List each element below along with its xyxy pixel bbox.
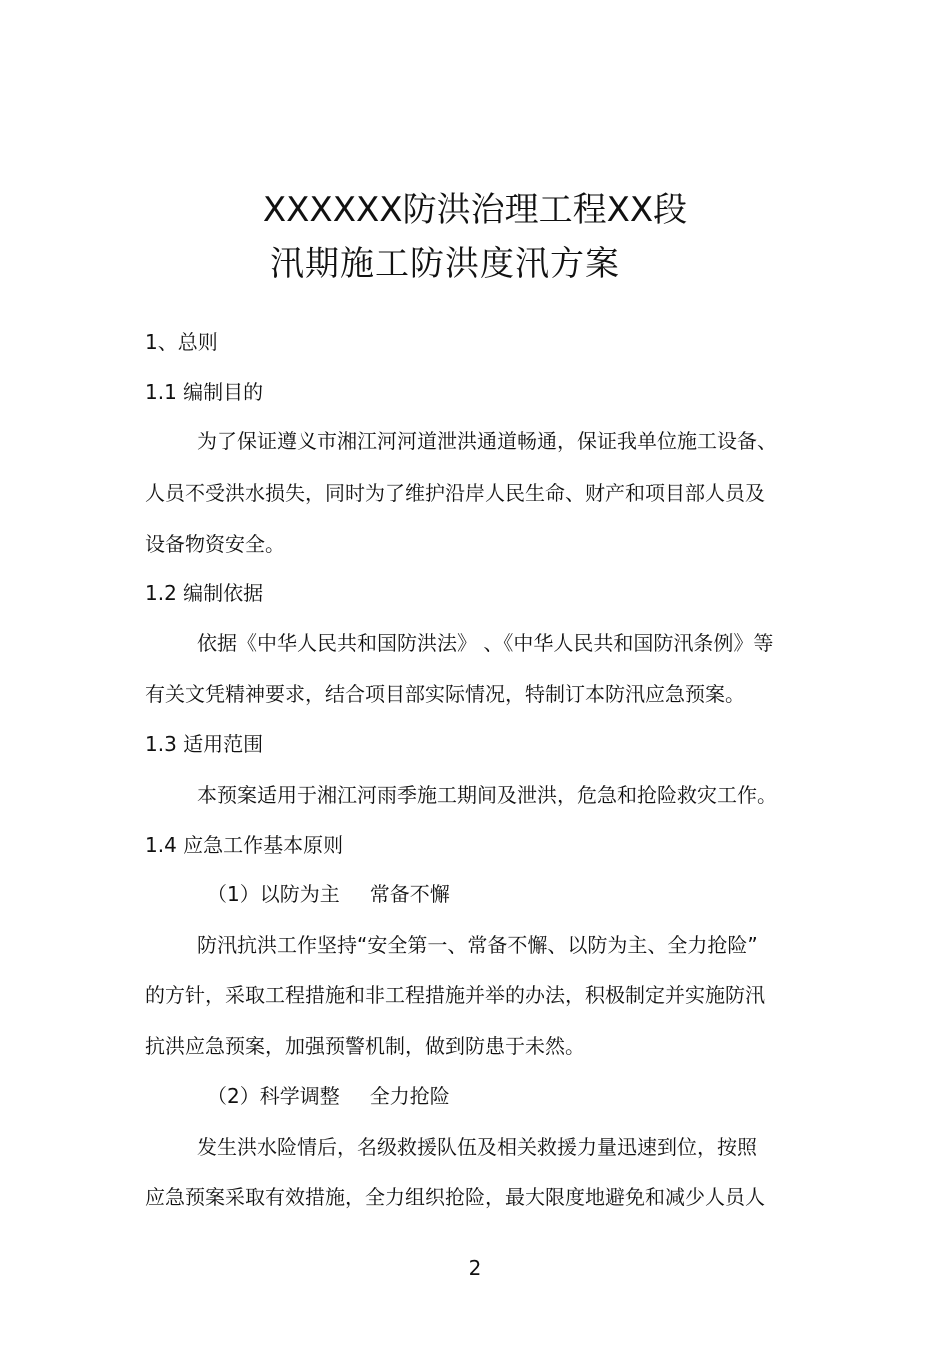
principle-heading <box>207 1081 450 1111</box>
paragraph-line: 依据《中华人民共和国防洪法》 、《中华人民共和国防汛条例》等 <box>197 631 774 655</box>
subsection-heading: 1.1 编制目的 <box>145 380 264 404</box>
paragraph-line: 应急预案采取有效措施，全力组织抢险，最大限度地避免和减少人员人 <box>145 1185 765 1209</box>
principle-left-text: 科学调整 <box>259 1084 340 1108</box>
paragraph-line: 防汛抗洪工作坚持“安全第一、常备不懈、以防为主、全力抢险” <box>197 933 758 957</box>
subsection-heading: 1.4 应急工作基本原则 <box>145 833 344 857</box>
page-number: 2 <box>468 1256 482 1280</box>
principle-number: （2） <box>207 1084 260 1108</box>
principle-left-text: 以防为主 <box>259 882 340 906</box>
paragraph-line: 有关文凭精神要求，结合项目部实际情况，特制订本防汛应急预案。 <box>145 682 745 706</box>
principle-right-text: 全力抢险 <box>369 1084 450 1108</box>
section-heading: 1、总则 <box>145 330 218 354</box>
document-title-line-1: XXXXXX防洪治理工程XX段 <box>262 190 688 230</box>
principle-right-text: 常备不懈 <box>369 882 450 906</box>
principle-heading <box>207 879 450 909</box>
subsection-heading: 1.2 编制依据 <box>145 581 264 605</box>
paragraph-line: 人员不受洪水损失，同时为了维护沿岸人民生命、财产和项目部人员及 <box>145 481 765 505</box>
document-title-line-2: 汛期施工防洪度汛方案 <box>270 244 620 284</box>
paragraph-line: 发生洪水险情后，名级救援队伍及相关救援力量迅速到位，按照 <box>197 1135 757 1159</box>
paragraph-line: 设备物资安全。 <box>145 532 285 556</box>
subsection-heading: 1.3 适用范围 <box>145 732 264 756</box>
paragraph-line: 为了保证遵义市湘江河河道泄洪通道畅通，保证我单位施工设备、 <box>197 429 777 453</box>
paragraph-line: 抗洪应急预案，加强预警机制，做到防患于未然。 <box>145 1034 585 1058</box>
paragraph-line: 本预案适用于湘江河雨季施工期间及泄洪，危急和抢险救灾工作。 <box>197 783 777 807</box>
paragraph-line: 的方针，采取工程措施和非工程措施并举的办法，积极制定并实施防汛 <box>145 983 765 1007</box>
principle-number: （1） <box>207 882 260 906</box>
